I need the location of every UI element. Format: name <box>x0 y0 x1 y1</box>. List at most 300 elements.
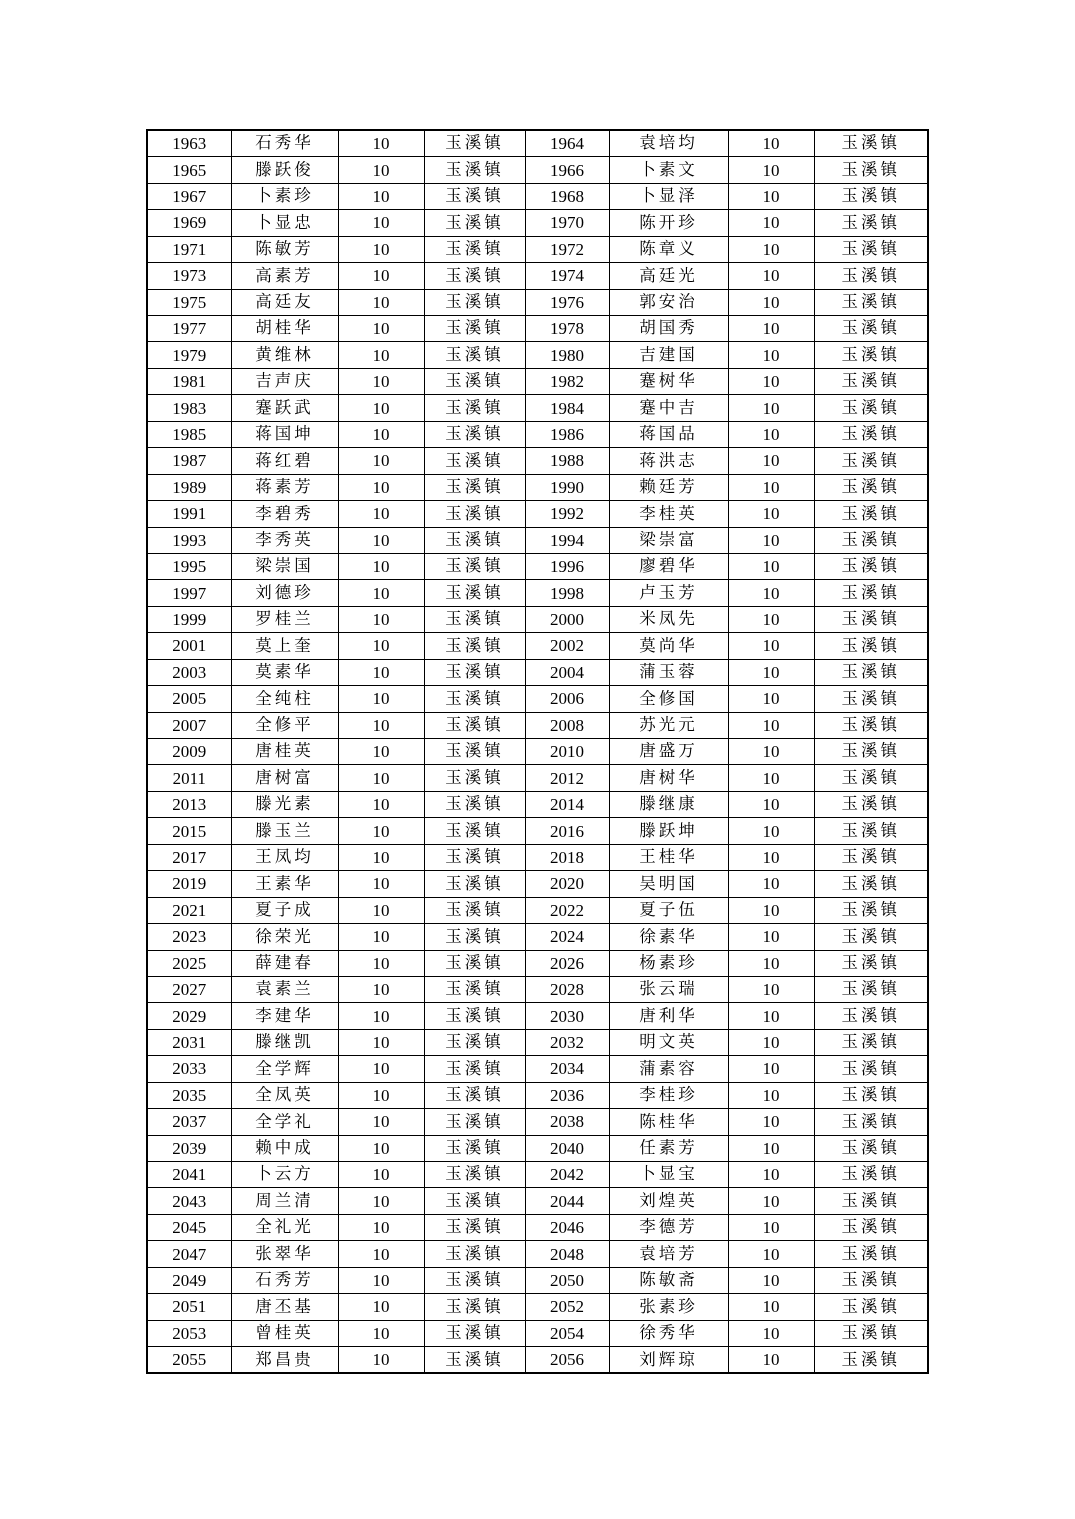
amount-left: 10 <box>338 421 424 447</box>
person-name-left: 吉声庆 <box>231 368 338 394</box>
amount-right: 10 <box>728 924 814 950</box>
town-right: 玉溪镇 <box>814 183 928 209</box>
person-name-left: 高素芳 <box>231 263 338 289</box>
person-name-right: 陈章义 <box>609 236 728 262</box>
record-number-left: 1985 <box>147 421 231 447</box>
town-left: 玉溪镇 <box>424 183 525 209</box>
amount-left: 10 <box>338 1109 424 1135</box>
record-number-left: 2055 <box>147 1347 231 1374</box>
amount-left: 10 <box>338 844 424 870</box>
record-number-left: 1971 <box>147 236 231 262</box>
record-number-right: 2046 <box>525 1214 609 1240</box>
person-name-left: 全学辉 <box>231 1056 338 1082</box>
town-left: 玉溪镇 <box>424 606 525 632</box>
amount-left: 10 <box>338 1347 424 1374</box>
record-number-left: 2049 <box>147 1267 231 1293</box>
town-right: 玉溪镇 <box>814 1188 928 1214</box>
record-number-left: 1967 <box>147 183 231 209</box>
person-name-right: 卢玉芳 <box>609 580 728 606</box>
person-name-left: 滕继凯 <box>231 1029 338 1055</box>
town-left: 玉溪镇 <box>424 236 525 262</box>
amount-left: 10 <box>338 368 424 394</box>
town-left: 玉溪镇 <box>424 421 525 447</box>
town-left: 玉溪镇 <box>424 1056 525 1082</box>
table-row <box>147 897 928 923</box>
person-name-right: 吉建国 <box>609 342 728 368</box>
amount-right: 10 <box>728 1214 814 1240</box>
record-number-left: 1965 <box>147 157 231 183</box>
town-left: 玉溪镇 <box>424 368 525 394</box>
town-left: 玉溪镇 <box>424 527 525 553</box>
person-name-left: 高廷友 <box>231 289 338 315</box>
person-name-left: 胡桂华 <box>231 316 338 342</box>
town-left: 玉溪镇 <box>424 897 525 923</box>
record-number-left: 2053 <box>147 1320 231 1346</box>
person-name-right: 郭安治 <box>609 289 728 315</box>
amount-right: 10 <box>728 659 814 685</box>
person-name-left: 李建华 <box>231 1003 338 1029</box>
record-number-right: 2050 <box>525 1267 609 1293</box>
amount-right: 10 <box>728 1267 814 1293</box>
table-row <box>147 712 928 738</box>
town-right: 玉溪镇 <box>814 1109 928 1135</box>
record-number-right: 1992 <box>525 501 609 527</box>
person-name-right: 莫尚华 <box>609 633 728 659</box>
amount-right: 10 <box>728 844 814 870</box>
table-row <box>147 1003 928 1029</box>
town-right: 玉溪镇 <box>814 1267 928 1293</box>
amount-left: 10 <box>338 1162 424 1188</box>
town-left: 玉溪镇 <box>424 924 525 950</box>
person-name-right: 夏子伍 <box>609 897 728 923</box>
amount-right: 10 <box>728 1056 814 1082</box>
town-right: 玉溪镇 <box>814 739 928 765</box>
town-left: 玉溪镇 <box>424 553 525 579</box>
record-number-right: 1964 <box>525 130 609 157</box>
town-right: 玉溪镇 <box>814 421 928 447</box>
amount-right: 10 <box>728 1029 814 1055</box>
amount-left: 10 <box>338 1320 424 1346</box>
record-number-left: 2039 <box>147 1135 231 1161</box>
town-right: 玉溪镇 <box>814 368 928 394</box>
record-number-right: 2016 <box>525 818 609 844</box>
data-table <box>146 129 929 1374</box>
town-left: 玉溪镇 <box>424 1188 525 1214</box>
person-name-right: 蒲素容 <box>609 1056 728 1082</box>
record-number-left: 1995 <box>147 553 231 579</box>
table-row <box>147 1162 928 1188</box>
record-number-right: 2012 <box>525 765 609 791</box>
amount-right: 10 <box>728 342 814 368</box>
town-left: 玉溪镇 <box>424 659 525 685</box>
town-right: 玉溪镇 <box>814 844 928 870</box>
person-name-right: 李桂英 <box>609 501 728 527</box>
table-row <box>147 368 928 394</box>
amount-left: 10 <box>338 316 424 342</box>
record-number-left: 2009 <box>147 739 231 765</box>
town-left: 玉溪镇 <box>424 818 525 844</box>
amount-right: 10 <box>728 606 814 632</box>
person-name-right: 刘辉琼 <box>609 1347 728 1374</box>
town-right: 玉溪镇 <box>814 791 928 817</box>
town-left: 玉溪镇 <box>424 342 525 368</box>
town-left: 玉溪镇 <box>424 1347 525 1374</box>
record-number-left: 2011 <box>147 765 231 791</box>
record-number-left: 2005 <box>147 686 231 712</box>
table-row <box>147 553 928 579</box>
amount-left: 10 <box>338 712 424 738</box>
record-number-right: 2024 <box>525 924 609 950</box>
town-left: 玉溪镇 <box>424 130 525 157</box>
town-right: 玉溪镇 <box>814 924 928 950</box>
person-name-right: 袁培芳 <box>609 1241 728 1267</box>
amount-right: 10 <box>728 950 814 976</box>
table-row <box>147 1082 928 1108</box>
record-number-right: 2020 <box>525 871 609 897</box>
person-name-right: 卜素文 <box>609 157 728 183</box>
record-number-right: 2042 <box>525 1162 609 1188</box>
table-row <box>147 633 928 659</box>
record-number-right: 2038 <box>525 1109 609 1135</box>
amount-right: 10 <box>728 289 814 315</box>
record-number-left: 2001 <box>147 633 231 659</box>
town-left: 玉溪镇 <box>424 765 525 791</box>
record-number-left: 1973 <box>147 263 231 289</box>
town-right: 玉溪镇 <box>814 263 928 289</box>
person-name-right: 滕继康 <box>609 791 728 817</box>
record-number-left: 2003 <box>147 659 231 685</box>
person-name-right: 唐树华 <box>609 765 728 791</box>
person-name-left: 滕光素 <box>231 791 338 817</box>
town-right: 玉溪镇 <box>814 897 928 923</box>
table-row <box>147 289 928 315</box>
person-name-right: 蒲玉蓉 <box>609 659 728 685</box>
person-name-right: 陈开珍 <box>609 210 728 236</box>
person-name-right: 袁培均 <box>609 130 728 157</box>
amount-left: 10 <box>338 1241 424 1267</box>
town-left: 玉溪镇 <box>424 950 525 976</box>
record-number-left: 1969 <box>147 210 231 236</box>
record-number-right: 1968 <box>525 183 609 209</box>
record-number-right: 2032 <box>525 1029 609 1055</box>
town-right: 玉溪镇 <box>814 818 928 844</box>
town-left: 玉溪镇 <box>424 1214 525 1240</box>
town-left: 玉溪镇 <box>424 263 525 289</box>
town-left: 玉溪镇 <box>424 712 525 738</box>
table-row <box>147 157 928 183</box>
town-right: 玉溪镇 <box>814 1056 928 1082</box>
table-row <box>147 791 928 817</box>
person-name-right: 徐秀华 <box>609 1320 728 1346</box>
person-name-right: 刘煌英 <box>609 1188 728 1214</box>
person-name-right: 任素芳 <box>609 1135 728 1161</box>
record-number-left: 1975 <box>147 289 231 315</box>
town-left: 玉溪镇 <box>424 1320 525 1346</box>
record-number-right: 1974 <box>525 263 609 289</box>
amount-left: 10 <box>338 474 424 500</box>
amount-right: 10 <box>728 976 814 1002</box>
table-row <box>147 210 928 236</box>
amount-right: 10 <box>728 527 814 553</box>
person-name-left: 卜云方 <box>231 1162 338 1188</box>
amount-left: 10 <box>338 924 424 950</box>
table-row <box>147 976 928 1002</box>
table-row <box>147 1109 928 1135</box>
amount-right: 10 <box>728 236 814 262</box>
record-number-left: 2007 <box>147 712 231 738</box>
table-row <box>147 1214 928 1240</box>
person-name-right: 唐利华 <box>609 1003 728 1029</box>
table-row <box>147 844 928 870</box>
amount-left: 10 <box>338 1267 424 1293</box>
record-number-right: 1998 <box>525 580 609 606</box>
amount-right: 10 <box>728 130 814 157</box>
town-left: 玉溪镇 <box>424 686 525 712</box>
amount-left: 10 <box>338 950 424 976</box>
record-number-left: 1989 <box>147 474 231 500</box>
amount-right: 10 <box>728 553 814 579</box>
town-left: 玉溪镇 <box>424 976 525 1002</box>
town-right: 玉溪镇 <box>814 712 928 738</box>
town-right: 玉溪镇 <box>814 501 928 527</box>
person-name-right: 廖碧华 <box>609 553 728 579</box>
amount-left: 10 <box>338 1135 424 1161</box>
town-right: 玉溪镇 <box>814 157 928 183</box>
amount-left: 10 <box>338 633 424 659</box>
person-name-left: 蒋国坤 <box>231 421 338 447</box>
amount-left: 10 <box>338 765 424 791</box>
table-row <box>147 1188 928 1214</box>
record-number-left: 2015 <box>147 818 231 844</box>
person-name-right: 赖廷芳 <box>609 474 728 500</box>
table-row <box>147 263 928 289</box>
record-number-left: 2029 <box>147 1003 231 1029</box>
amount-right: 10 <box>728 368 814 394</box>
person-name-left: 石秀芳 <box>231 1267 338 1293</box>
amount-right: 10 <box>728 1347 814 1374</box>
record-number-right: 1996 <box>525 553 609 579</box>
amount-right: 10 <box>728 1003 814 1029</box>
amount-left: 10 <box>338 263 424 289</box>
amount-left: 10 <box>338 1214 424 1240</box>
amount-right: 10 <box>728 871 814 897</box>
amount-left: 10 <box>338 210 424 236</box>
amount-left: 10 <box>338 1188 424 1214</box>
amount-left: 10 <box>338 183 424 209</box>
amount-left: 10 <box>338 1003 424 1029</box>
record-number-left: 1963 <box>147 130 231 157</box>
record-number-right: 2014 <box>525 791 609 817</box>
person-name-right: 米凤先 <box>609 606 728 632</box>
person-name-right: 明文英 <box>609 1029 728 1055</box>
amount-right: 10 <box>728 183 814 209</box>
town-right: 玉溪镇 <box>814 606 928 632</box>
amount-right: 10 <box>728 1109 814 1135</box>
town-right: 玉溪镇 <box>814 1082 928 1108</box>
person-name-left: 夏子成 <box>231 897 338 923</box>
person-name-left: 全凤英 <box>231 1082 338 1108</box>
amount-right: 10 <box>728 580 814 606</box>
amount-right: 10 <box>728 448 814 474</box>
record-number-right: 1982 <box>525 368 609 394</box>
person-name-left: 黄维林 <box>231 342 338 368</box>
person-name-left: 全学礼 <box>231 1109 338 1135</box>
person-name-left: 滕玉兰 <box>231 818 338 844</box>
town-right: 玉溪镇 <box>814 130 928 157</box>
table-row <box>147 342 928 368</box>
town-left: 玉溪镇 <box>424 871 525 897</box>
table-row <box>147 395 928 421</box>
town-right: 玉溪镇 <box>814 871 928 897</box>
table-row <box>147 606 928 632</box>
amount-right: 10 <box>728 1188 814 1214</box>
amount-left: 10 <box>338 1082 424 1108</box>
town-right: 玉溪镇 <box>814 1320 928 1346</box>
record-number-left: 2045 <box>147 1214 231 1240</box>
town-right: 玉溪镇 <box>814 659 928 685</box>
amount-right: 10 <box>728 210 814 236</box>
record-number-left: 1997 <box>147 580 231 606</box>
table-row <box>147 1241 928 1267</box>
amount-left: 10 <box>338 606 424 632</box>
record-number-left: 2023 <box>147 924 231 950</box>
table-row <box>147 130 928 157</box>
amount-right: 10 <box>728 791 814 817</box>
record-number-left: 2043 <box>147 1188 231 1214</box>
person-name-right: 梁崇富 <box>609 527 728 553</box>
person-name-right: 卜显宝 <box>609 1162 728 1188</box>
record-number-right: 2022 <box>525 897 609 923</box>
amount-right: 10 <box>728 1320 814 1346</box>
person-name-left: 薛建春 <box>231 950 338 976</box>
person-name-left: 卜素珍 <box>231 183 338 209</box>
record-number-left: 1993 <box>147 527 231 553</box>
person-name-left: 刘德珍 <box>231 580 338 606</box>
person-name-left: 全礼光 <box>231 1214 338 1240</box>
town-left: 玉溪镇 <box>424 1241 525 1267</box>
record-number-left: 2035 <box>147 1082 231 1108</box>
record-number-left: 2027 <box>147 976 231 1002</box>
town-right: 玉溪镇 <box>814 633 928 659</box>
amount-right: 10 <box>728 1241 814 1267</box>
town-right: 玉溪镇 <box>814 236 928 262</box>
amount-left: 10 <box>338 236 424 262</box>
person-name-right: 卜显泽 <box>609 183 728 209</box>
person-name-right: 陈桂华 <box>609 1109 728 1135</box>
person-name-left: 全纯柱 <box>231 686 338 712</box>
town-left: 玉溪镇 <box>424 1082 525 1108</box>
amount-right: 10 <box>728 633 814 659</box>
person-name-right: 张云瑞 <box>609 976 728 1002</box>
town-left: 玉溪镇 <box>424 791 525 817</box>
record-number-left: 2019 <box>147 871 231 897</box>
person-name-left: 蒋红碧 <box>231 448 338 474</box>
amount-right: 10 <box>728 1162 814 1188</box>
record-number-left: 2051 <box>147 1294 231 1320</box>
table-row <box>147 818 928 844</box>
amount-right: 10 <box>728 765 814 791</box>
amount-left: 10 <box>338 157 424 183</box>
record-number-right: 1978 <box>525 316 609 342</box>
table-row <box>147 1267 928 1293</box>
person-name-left: 蒋素芳 <box>231 474 338 500</box>
table-row <box>147 1320 928 1346</box>
person-name-left: 曾桂英 <box>231 1320 338 1346</box>
record-number-right: 1990 <box>525 474 609 500</box>
person-name-right: 徐素华 <box>609 924 728 950</box>
person-name-left: 唐桂英 <box>231 739 338 765</box>
record-number-right: 1972 <box>525 236 609 262</box>
record-number-right: 2010 <box>525 739 609 765</box>
amount-left: 10 <box>338 871 424 897</box>
town-left: 玉溪镇 <box>424 289 525 315</box>
town-right: 玉溪镇 <box>814 342 928 368</box>
amount-right: 10 <box>728 739 814 765</box>
record-number-right: 1986 <box>525 421 609 447</box>
record-number-left: 2033 <box>147 1056 231 1082</box>
table-row <box>147 421 928 447</box>
town-right: 玉溪镇 <box>814 289 928 315</box>
amount-left: 10 <box>338 342 424 368</box>
record-number-right: 2006 <box>525 686 609 712</box>
record-number-left: 1999 <box>147 606 231 632</box>
town-right: 玉溪镇 <box>814 395 928 421</box>
record-number-left: 1979 <box>147 342 231 368</box>
amount-left: 10 <box>338 818 424 844</box>
person-name-left: 卜显忠 <box>231 210 338 236</box>
person-name-right: 吴明国 <box>609 871 728 897</box>
amount-left: 10 <box>338 1056 424 1082</box>
record-number-left: 1981 <box>147 368 231 394</box>
town-left: 玉溪镇 <box>424 474 525 500</box>
amount-left: 10 <box>338 1294 424 1320</box>
table-row <box>147 686 928 712</box>
amount-right: 10 <box>728 501 814 527</box>
table-row <box>147 316 928 342</box>
record-number-left: 2031 <box>147 1029 231 1055</box>
town-left: 玉溪镇 <box>424 316 525 342</box>
town-left: 玉溪镇 <box>424 448 525 474</box>
record-number-right: 1984 <box>525 395 609 421</box>
record-number-right: 1994 <box>525 527 609 553</box>
town-right: 玉溪镇 <box>814 765 928 791</box>
person-name-left: 王凤均 <box>231 844 338 870</box>
record-number-left: 2041 <box>147 1162 231 1188</box>
town-left: 玉溪镇 <box>424 1135 525 1161</box>
person-name-left: 滕跃俊 <box>231 157 338 183</box>
table-row <box>147 1056 928 1082</box>
record-number-right: 2028 <box>525 976 609 1002</box>
town-right: 玉溪镇 <box>814 1029 928 1055</box>
table-row <box>147 924 928 950</box>
amount-right: 10 <box>728 897 814 923</box>
person-name-right: 唐盛万 <box>609 739 728 765</box>
record-number-right: 2048 <box>525 1241 609 1267</box>
table-row <box>147 474 928 500</box>
town-right: 玉溪镇 <box>814 686 928 712</box>
person-name-left: 蹇跃武 <box>231 395 338 421</box>
town-right: 玉溪镇 <box>814 580 928 606</box>
amount-right: 10 <box>728 474 814 500</box>
town-left: 玉溪镇 <box>424 633 525 659</box>
person-name-left: 陈敏芳 <box>231 236 338 262</box>
record-number-left: 2037 <box>147 1109 231 1135</box>
person-name-left: 袁素兰 <box>231 976 338 1002</box>
town-right: 玉溪镇 <box>814 316 928 342</box>
person-name-right: 王桂华 <box>609 844 728 870</box>
town-left: 玉溪镇 <box>424 739 525 765</box>
record-number-right: 1966 <box>525 157 609 183</box>
